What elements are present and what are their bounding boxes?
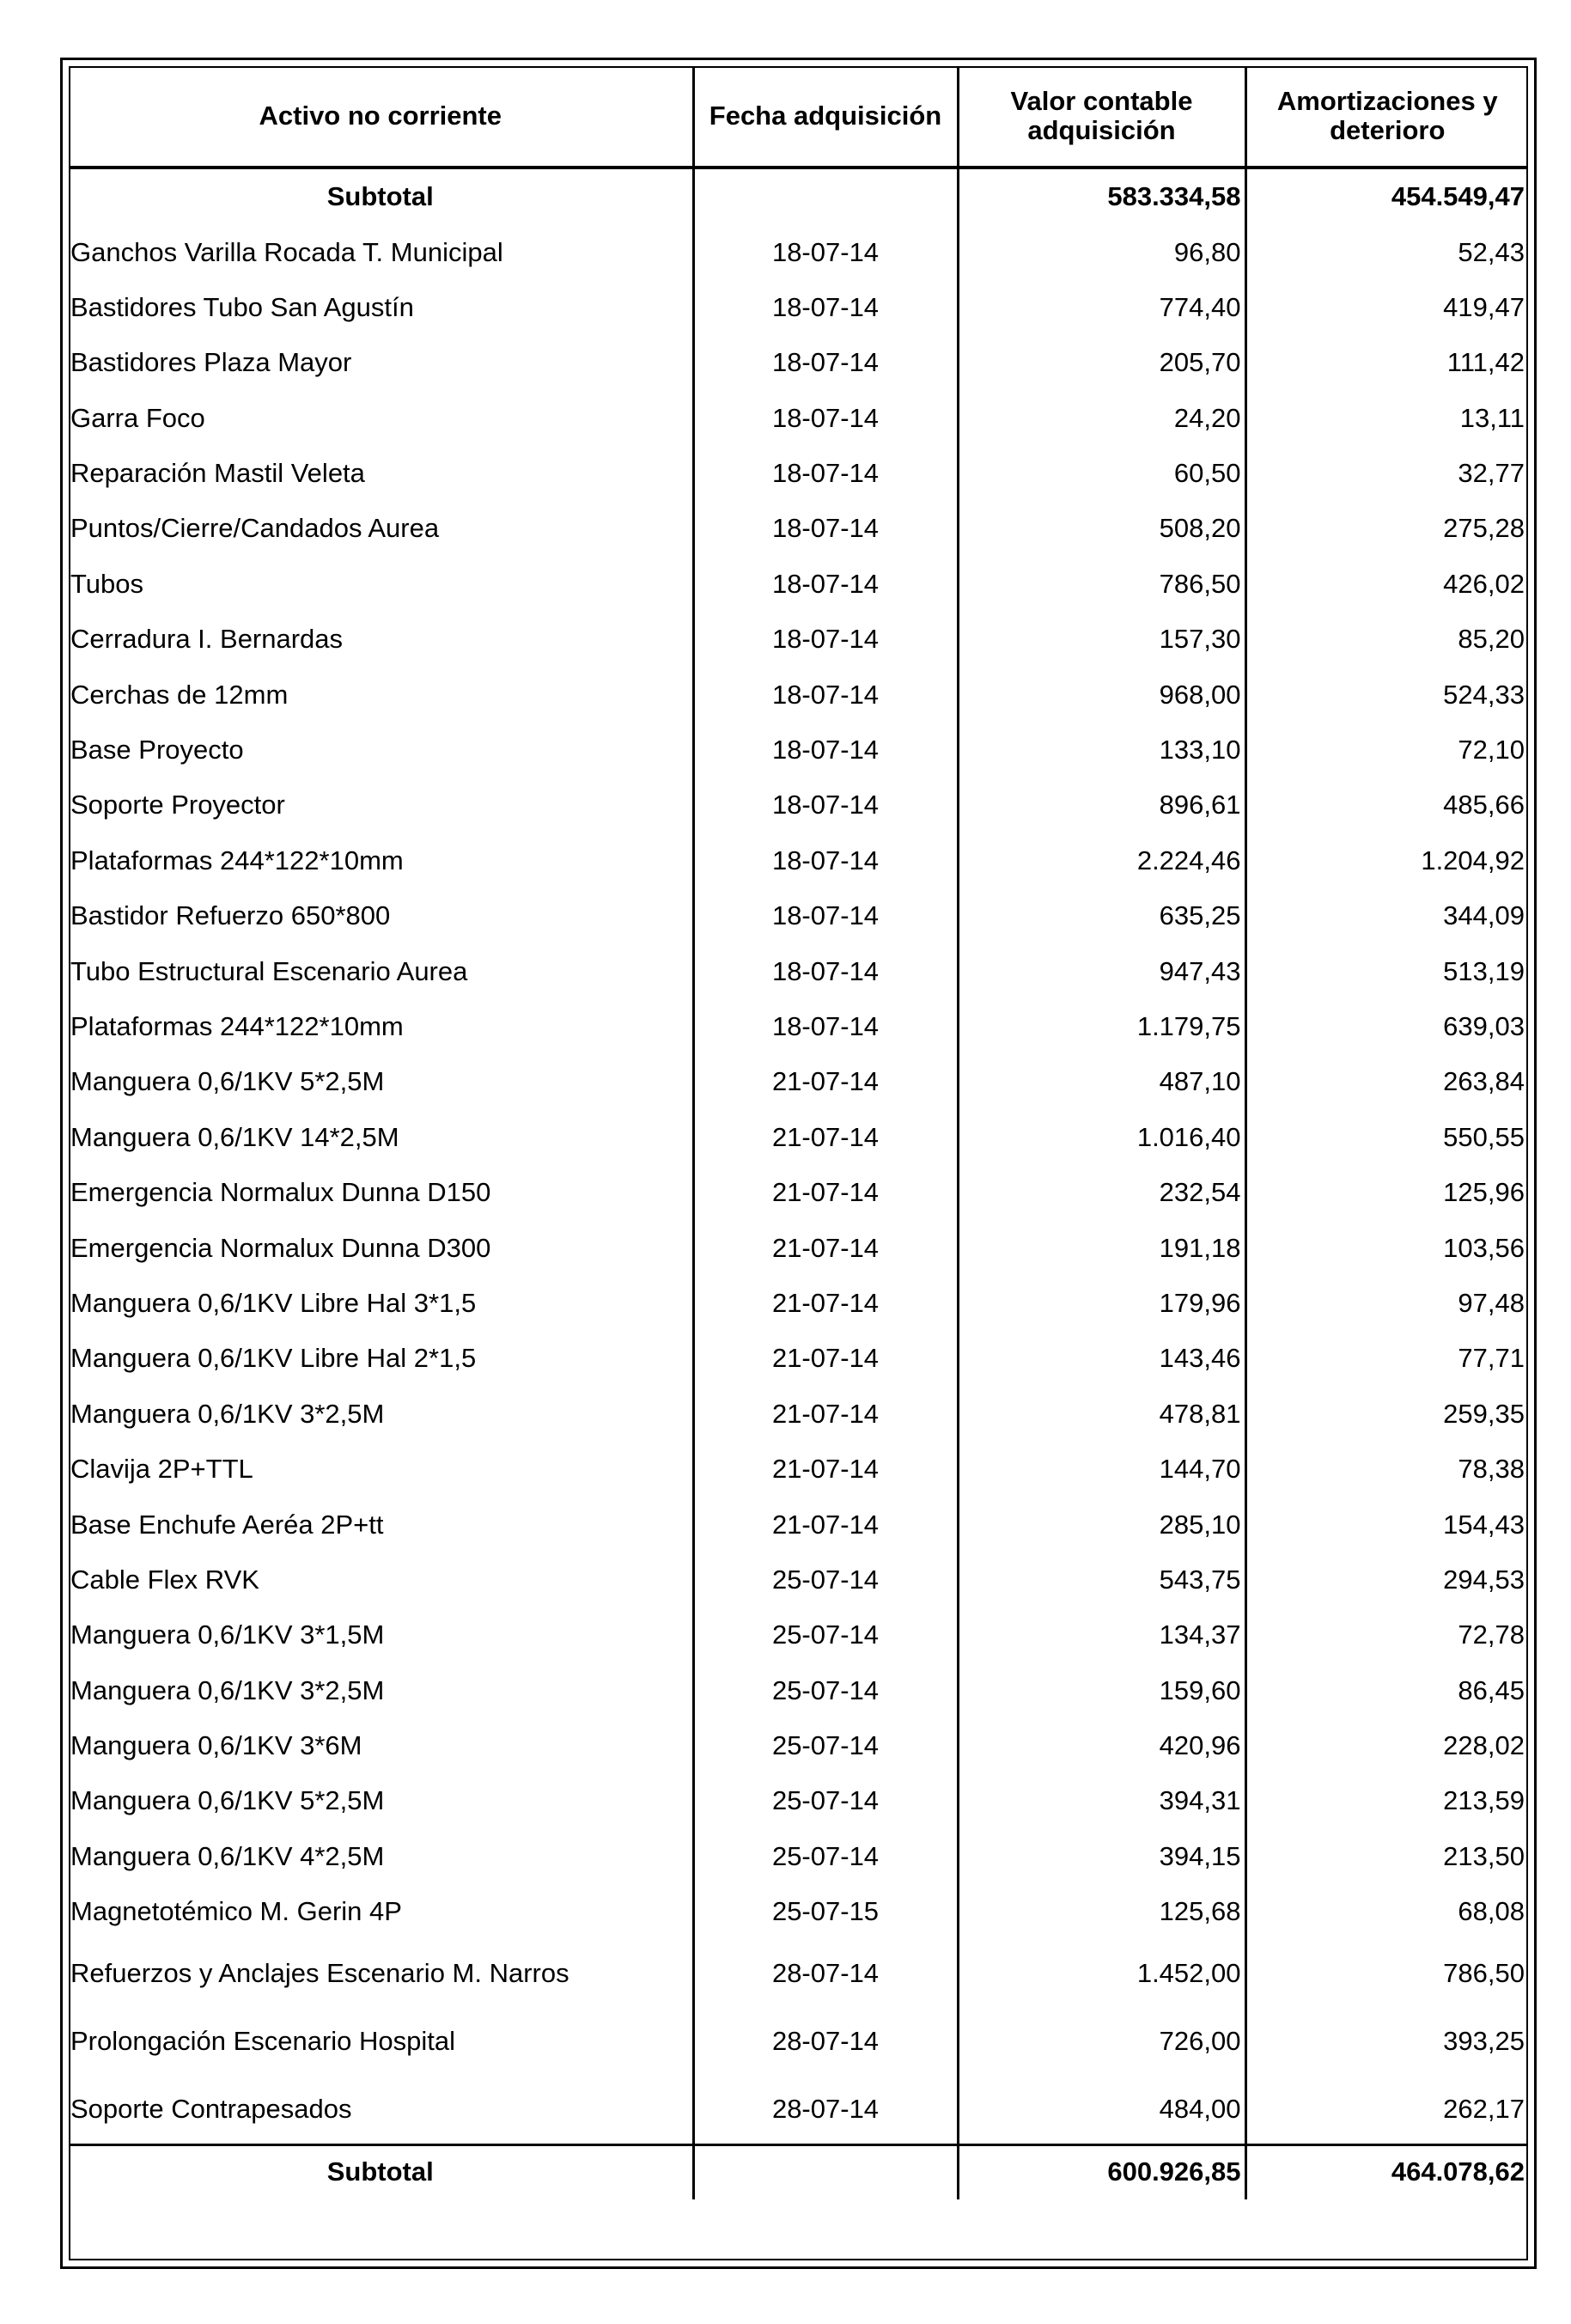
book-value-cell: 191,18 xyxy=(958,1220,1245,1275)
table-row xyxy=(69,943,1528,998)
asset-name-cell: Puntos/Cierre/Candados Aurea xyxy=(70,513,440,544)
date-cell: 21-07-14 xyxy=(693,1165,958,1220)
table-row xyxy=(69,2008,1528,2076)
asset-name-cell: Tubo Estructural Escenario Aurea xyxy=(70,955,468,986)
date-cell: 25-07-15 xyxy=(693,1884,958,1939)
date-cell: 21-07-14 xyxy=(693,1497,958,1552)
asset-name-cell: Emergencia Normalux Dunna D300 xyxy=(70,1232,491,1263)
asset-name-cell: Manguera 0,6/1KV 4*2,5M xyxy=(70,1840,385,1871)
header-asset: Activo no corriente xyxy=(69,66,693,168)
table-row xyxy=(69,1607,1528,1662)
asset-name-cell: Bastidor Refuerzo 650*800 xyxy=(70,900,391,931)
book-value-cell: 478,81 xyxy=(958,1387,1245,1442)
header-date: Fecha adquisición xyxy=(693,66,958,168)
amortization-cell: 1.204,92 xyxy=(1245,833,1528,888)
date-cell: 21-07-14 xyxy=(693,1442,958,1497)
asset-name-cell: Base Proyecto xyxy=(70,735,244,766)
asset-name-cell: Soporte Proyector xyxy=(70,790,285,820)
date-cell: 18-07-14 xyxy=(693,778,958,833)
date-cell: 18-07-14 xyxy=(693,999,958,1054)
amortization-cell: 294,53 xyxy=(1245,1552,1528,1607)
book-value-cell: 968,00 xyxy=(958,668,1245,723)
table-row xyxy=(69,778,1528,833)
table-row xyxy=(69,1387,1528,1442)
asset-name-cell: Plataformas 244*122*10mm xyxy=(70,845,404,875)
amortization-cell: 111,42 xyxy=(1245,335,1528,390)
amortization-cell: 513,19 xyxy=(1245,943,1528,998)
amortization-cell: 786,50 xyxy=(1245,1940,1528,2008)
date-cell: 28-07-14 xyxy=(693,1940,958,2008)
asset-name-cell: Soporte Contrapesados xyxy=(70,2093,352,2124)
table-row xyxy=(69,1276,1528,1331)
amortization-cell: 213,50 xyxy=(1245,1829,1528,1884)
asset-name-cell: Manguera 0,6/1KV 3*1,5M xyxy=(70,1619,385,1650)
date-cell: 28-07-14 xyxy=(693,2076,958,2145)
subtotal-label: Subtotal xyxy=(69,2144,693,2199)
table-row xyxy=(69,2076,1528,2145)
date-cell: 18-07-14 xyxy=(693,280,958,335)
book-value-cell: 144,70 xyxy=(958,1442,1245,1497)
date-cell: 21-07-14 xyxy=(693,1276,958,1331)
date-cell: 21-07-14 xyxy=(693,1054,958,1109)
asset-name-cell: Bastidores Tubo San Agustín xyxy=(70,291,414,322)
book-value-cell: 205,70 xyxy=(958,335,1245,390)
book-value-cell: 774,40 xyxy=(958,280,1245,335)
amortization-cell: 85,20 xyxy=(1245,612,1528,667)
book-value-cell: 157,30 xyxy=(958,612,1245,667)
header-amortization: Amortizaciones y deterioro xyxy=(1245,66,1528,168)
book-value-cell: 543,75 xyxy=(958,1552,1245,1607)
asset-name-cell: Manguera 0,6/1KV 14*2,5M xyxy=(70,1121,399,1152)
book-value-cell: 133,10 xyxy=(958,723,1245,778)
table-row xyxy=(69,280,1528,335)
amortization-cell: 419,47 xyxy=(1245,280,1528,335)
book-value-cell: 420,96 xyxy=(958,1718,1245,1773)
book-value-cell: 1.016,40 xyxy=(958,1110,1245,1165)
date-cell: 21-07-14 xyxy=(693,1110,958,1165)
amortization-cell: 86,45 xyxy=(1245,1663,1528,1718)
amortization-cell: 259,35 xyxy=(1245,1387,1528,1442)
subtotal-row-bottom xyxy=(69,2144,1528,2199)
date-cell: 21-07-14 xyxy=(693,1331,958,1386)
book-value-cell: 159,60 xyxy=(958,1663,1245,1718)
amortization-cell: 72,10 xyxy=(1245,723,1528,778)
table-row xyxy=(69,1054,1528,1109)
date-cell: 18-07-14 xyxy=(693,391,958,446)
asset-name-cell: Magnetotémico M. Gerin 4P xyxy=(70,1896,402,1927)
book-value-cell: 60,50 xyxy=(958,446,1245,501)
asset-name-cell: Refuerzos y Anclajes Escenario M. Narros xyxy=(70,1957,569,1988)
date-cell: 18-07-14 xyxy=(693,501,958,556)
table-row xyxy=(69,1773,1528,1828)
amortization-cell: 213,59 xyxy=(1245,1773,1528,1828)
table-row xyxy=(69,557,1528,612)
table-row xyxy=(69,1663,1528,1718)
asset-name-cell: Ganchos Varilla Rocada T. Municipal xyxy=(70,236,503,267)
date-cell: 18-07-14 xyxy=(693,943,958,998)
book-value-cell: 508,20 xyxy=(958,501,1245,556)
book-value-cell: 1.452,00 xyxy=(958,1940,1245,2008)
book-value-cell: 1.179,75 xyxy=(958,999,1245,1054)
amortization-cell: 344,09 xyxy=(1245,888,1528,943)
header-book-value: Valor contable adquisición xyxy=(958,66,1245,168)
book-value-cell: 179,96 xyxy=(958,1276,1245,1331)
table-row xyxy=(69,1442,1528,1497)
book-value-cell: 143,46 xyxy=(958,1331,1245,1386)
subtotal-book-value: 600.926,85 xyxy=(958,2144,1245,2199)
book-value-cell: 786,50 xyxy=(958,557,1245,612)
amortization-cell: 263,84 xyxy=(1245,1054,1528,1109)
amortization-cell: 275,28 xyxy=(1245,501,1528,556)
amortization-cell: 125,96 xyxy=(1245,1165,1528,1220)
table-row xyxy=(69,501,1528,556)
amortization-cell: 393,25 xyxy=(1245,2008,1528,2076)
amortization-cell: 154,43 xyxy=(1245,1497,1528,1552)
table-row xyxy=(69,224,1528,279)
amortization-cell: 103,56 xyxy=(1245,1220,1528,1275)
date-cell: 18-07-14 xyxy=(693,557,958,612)
table-row xyxy=(69,723,1528,778)
book-value-cell: 394,31 xyxy=(958,1773,1245,1828)
asset-name-cell: Clavija 2P+TTL xyxy=(70,1454,253,1485)
table-row xyxy=(69,1165,1528,1220)
asset-name-cell: Plataformas 244*122*10mm xyxy=(70,1011,404,1041)
date-cell: 18-07-14 xyxy=(693,833,958,888)
asset-name-cell: Tubos xyxy=(70,568,144,599)
date-cell: 18-07-14 xyxy=(693,723,958,778)
table-row xyxy=(69,391,1528,446)
asset-name-cell: Prolongación Escenario Hospital xyxy=(70,2025,456,2056)
date-cell: 18-07-14 xyxy=(693,446,958,501)
table-row xyxy=(69,668,1528,723)
amortization-cell: 639,03 xyxy=(1245,999,1528,1054)
table-row xyxy=(69,1110,1528,1165)
amortization-cell: 78,38 xyxy=(1245,1442,1528,1497)
date-cell: 25-07-14 xyxy=(693,1607,958,1662)
book-value-cell: 2.224,46 xyxy=(958,833,1245,888)
asset-name-cell: Manguera 0,6/1KV 5*2,5M xyxy=(70,1066,385,1097)
subtotal-amortization: 464.078,62 xyxy=(1245,2144,1528,2199)
date-cell: 18-07-14 xyxy=(693,668,958,723)
table-row xyxy=(69,335,1528,390)
amortization-cell: 524,33 xyxy=(1245,668,1528,723)
subtotal-book-value: 583.334,58 xyxy=(958,168,1245,224)
book-value-cell: 125,68 xyxy=(958,1884,1245,1939)
assets-table xyxy=(69,66,1528,2199)
asset-name-cell: Cable Flex RVK xyxy=(70,1564,259,1595)
amortization-cell: 13,11 xyxy=(1245,391,1528,446)
subtotal-label: Subtotal xyxy=(326,181,434,212)
date-cell: 18-07-14 xyxy=(693,335,958,390)
table-row xyxy=(69,1940,1528,2008)
asset-name-cell: Manguera 0,6/1KV Libre Hal 2*1,5 xyxy=(70,1343,477,1374)
book-value-cell: 285,10 xyxy=(958,1497,1245,1552)
date-cell: 18-07-14 xyxy=(693,224,958,279)
book-value-cell: 96,80 xyxy=(958,224,1245,279)
amortization-cell: 32,77 xyxy=(1245,446,1528,501)
amortization-cell: 97,48 xyxy=(1245,1276,1528,1331)
asset-name-cell: Emergencia Normalux Dunna D150 xyxy=(70,1177,491,1208)
book-value-cell: 487,10 xyxy=(958,1054,1245,1109)
amortization-cell: 228,02 xyxy=(1245,1718,1528,1773)
date-cell: 18-07-14 xyxy=(693,888,958,943)
amortization-cell: 485,66 xyxy=(1245,778,1528,833)
date-cell: 21-07-14 xyxy=(693,1220,958,1275)
asset-name-cell: Bastidores Plaza Mayor xyxy=(70,347,352,378)
book-value-cell: 896,61 xyxy=(958,778,1245,833)
table-row xyxy=(69,446,1528,501)
table-row xyxy=(69,833,1528,888)
book-value-cell: 232,54 xyxy=(958,1165,1245,1220)
book-value-cell: 635,25 xyxy=(958,888,1245,943)
amortization-cell: 52,43 xyxy=(1245,224,1528,279)
header-row xyxy=(69,66,1528,168)
subtotal-amortization: 454.549,47 xyxy=(1245,168,1528,224)
table-row xyxy=(69,1829,1528,1884)
asset-name-cell: Reparación Mastil Veleta xyxy=(70,458,365,489)
subtotal-date-empty xyxy=(693,168,958,224)
amortization-cell: 550,55 xyxy=(1245,1110,1528,1165)
book-value-cell: 947,43 xyxy=(958,943,1245,998)
asset-name-cell: Manguera 0,6/1KV 3*2,5M xyxy=(70,1398,385,1429)
book-value-cell: 484,00 xyxy=(958,2076,1245,2145)
table-row xyxy=(69,888,1528,943)
table-row xyxy=(69,1552,1528,1607)
table-row xyxy=(69,1884,1528,1939)
date-cell: 25-07-14 xyxy=(693,1552,958,1607)
amortization-cell: 72,78 xyxy=(1245,1607,1528,1662)
book-value-cell: 24,20 xyxy=(958,391,1245,446)
date-cell: 25-07-14 xyxy=(693,1663,958,1718)
table-row xyxy=(69,999,1528,1054)
asset-name-cell: Cerchas de 12mm xyxy=(70,679,289,710)
asset-name-cell: Garra Foco xyxy=(70,402,205,433)
amortization-cell: 426,02 xyxy=(1245,557,1528,612)
subtotal-row-top xyxy=(69,168,1528,224)
table-row xyxy=(69,1331,1528,1386)
date-cell: 21-07-14 xyxy=(693,1387,958,1442)
table-row xyxy=(69,1718,1528,1773)
asset-name-cell: Manguera 0,6/1KV 5*2,5M xyxy=(70,1785,385,1816)
book-value-cell: 726,00 xyxy=(958,2008,1245,2076)
date-cell: 25-07-14 xyxy=(693,1718,958,1773)
book-value-cell: 134,37 xyxy=(958,1607,1245,1662)
date-cell: 25-07-14 xyxy=(693,1829,958,1884)
amortization-cell: 68,08 xyxy=(1245,1884,1528,1939)
asset-name-cell: Manguera 0,6/1KV Libre Hal 3*1,5 xyxy=(70,1287,477,1318)
amortization-cell: 77,71 xyxy=(1245,1331,1528,1386)
date-cell: 25-07-14 xyxy=(693,1773,958,1828)
table-row xyxy=(69,612,1528,667)
table-row xyxy=(69,1497,1528,1552)
table-row xyxy=(69,1220,1528,1275)
asset-name-cell: Base Enchufe Aeréa 2P+tt xyxy=(70,1509,384,1540)
book-value-cell: 394,15 xyxy=(958,1829,1245,1884)
asset-name-cell: Manguera 0,6/1KV 3*2,5M xyxy=(70,1674,385,1705)
subtotal-date-empty xyxy=(693,2144,958,2199)
amortization-cell: 262,17 xyxy=(1245,2076,1528,2145)
asset-name-cell: Manguera 0,6/1KV 3*6M xyxy=(70,1730,362,1761)
date-cell: 28-07-14 xyxy=(693,2008,958,2076)
asset-name-cell: Cerradura I. Bernardas xyxy=(70,624,344,655)
date-cell: 18-07-14 xyxy=(693,612,958,667)
